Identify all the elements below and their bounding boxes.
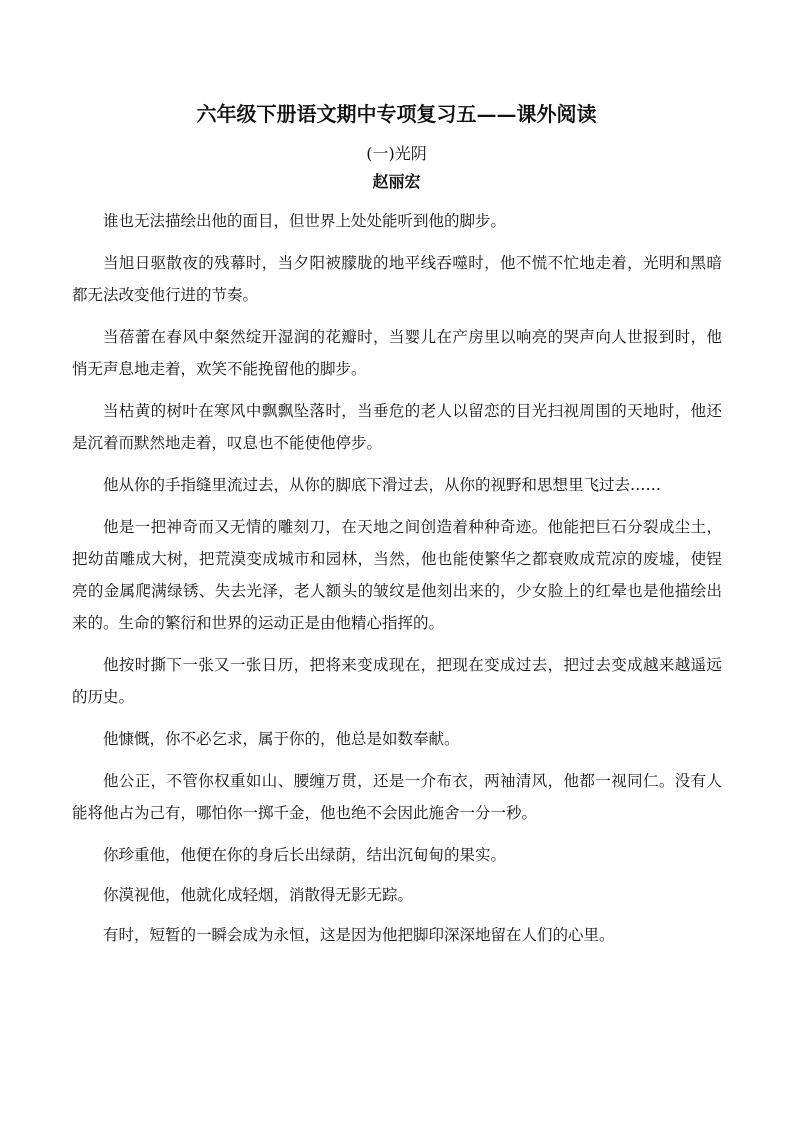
paragraph-7: 他按时撕下一张又一张日历，把将来变成现在，把现在变成过去，把过去变成越来越遥远的历史。 xyxy=(72,656,722,706)
paragraph-5: 他从你的手指缝里流过去，从你的脚底下滑过去，从你的视野和思想里飞过去…… xyxy=(103,476,662,494)
paragraph-4: 当枯黄的树叶在寒风中飘飘坠落时，当垂危的老人以留恋的目光扫视周围的天地时，他还是沉着而默然地走着，叹息也不能使他停步。 xyxy=(72,402,722,452)
paragraph-6: 他是一把神奇而又无情的雕刻刀，在天地之间创造着种种奇迹。他能把巨石分裂成尘土，把幼苗雕成大树，把荒漠变成城市和园林，当然，他也能使繁华之都衰败成荒凉的废墟，使锃亮的金属爬满绿锈、失去光泽，老人额头的皱纹是他刻出来的，少女脸上的红晕也是他描绘出来的。生命的繁衍和世界的运动正是由他精心指挥的。 xyxy=(72,518,722,632)
section-title: (一)光阴 xyxy=(366,144,427,163)
paragraph-3: 当蓓蕾在春风中粲然绽开湿润的花瓣时，当婴儿在产房里以响亮的哭声向人世报到时，他悄无声息地走着，欢笑不能挽留他的脚步。 xyxy=(72,328,722,378)
author-name: 赵丽宏 xyxy=(372,172,421,191)
paragraph-1: 谁也无法描绘出他的面目，但世界上处处能听到他的脚步。 xyxy=(103,212,507,230)
paragraph-12: 有时，短暂的一瞬会成为永恒，这是因为他把脚印深深地留在人们的心里。 xyxy=(103,926,615,944)
paragraph-9: 他公正，不管你权重如山、腰缠万贯，还是一介布衣，两袖清风，他都一视同仁。没有人能将他占为己有，哪怕你一掷千金，他也绝不会因此施舍一分一秒。 xyxy=(72,772,722,822)
paragraph-8: 他慷慨，你不必乞求，属于你的，他总是如数奉献。 xyxy=(103,730,460,748)
paragraph-2: 当旭日驱散夜的残幕时，当夕阳被朦胧的地平线吞噬时，他不慌不忙地走着，光明和黑暗都无法改变他行进的节奏。 xyxy=(72,254,722,304)
document-title: 六年级下册语文期中专项复习五——课外阅读 xyxy=(196,102,597,126)
paragraph-10: 你珍重他，他便在你的身后长出绿荫，结出沉甸甸的果实。 xyxy=(103,846,507,864)
article-body xyxy=(72,205,722,959)
paragraph-11: 你漠视他，他就化成轻烟，消散得无影无踪。 xyxy=(103,886,414,904)
